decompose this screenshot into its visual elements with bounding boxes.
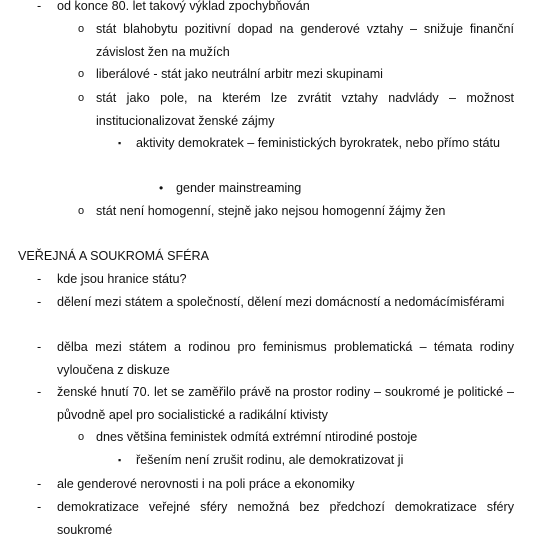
circle-bullet: o <box>78 431 85 443</box>
section-heading: VEŘEJNÁ A SOUKROMÁ SFÉRA <box>18 249 210 263</box>
list-item <box>78 200 514 223</box>
list-item <box>37 336 514 383</box>
list-item-text: liberálové - stát jako neutrální arbitr mezi skupinami <box>96 67 383 81</box>
dot-bullet: • <box>159 181 164 195</box>
circle-bullet: o <box>78 205 85 217</box>
list-item-text: dělení mezi státem a společností, dělení mezi domácností a nedomácímisférami <box>57 295 505 309</box>
list-item-text: řešením není zrušit rodinu, ale demokratizovat ji <box>136 453 404 467</box>
list-item <box>37 496 514 543</box>
list-item <box>37 0 514 18</box>
list-item-text: gender mainstreaming <box>176 181 302 195</box>
list-item-text: aktivity demokratek – feministických byrokratek, nebo přímo státu <box>136 136 500 150</box>
list-item <box>118 132 514 155</box>
list-item-text: od konce 80. let takový výklad zpochybňován <box>57 0 310 13</box>
list-item <box>78 426 514 449</box>
dash-bullet: - <box>37 385 42 399</box>
circle-bullet: o <box>78 68 85 80</box>
list-item-text: ženské hnutí 70. let se zaměřilo právě na prostor rodiny – soukromé je politické – původně apel pro socialistické a radikální ktivisty <box>57 385 514 423</box>
list-item <box>78 63 514 86</box>
list-item-text: dnes většina feministek odmítá extrémní ntirodiné postoje <box>96 430 418 444</box>
dash-bullet: - <box>37 477 42 491</box>
list-item <box>37 268 514 291</box>
circle-bullet: o <box>78 92 85 104</box>
list-item <box>37 473 514 496</box>
list-item-text: dělba mezi státem a rodinou pro feminismus problematická – témata rodiny vyloučena z diskuze <box>57 340 514 378</box>
dash-bullet: - <box>37 500 42 514</box>
dash-bullet: - <box>37 295 42 309</box>
dash-bullet: - <box>37 272 42 286</box>
list-item-text: demokratizace veřejné sféry nemožná bez předchozí demokratizace sféry soukromé <box>57 500 514 538</box>
list-item <box>78 18 514 65</box>
list-item-text: stát není homogenní, stejně jako nejsou homogenní žájmy žen <box>96 204 446 218</box>
list-item-text: stát blahobytu pozitivní dopad na genderové vztahy – snižuje finanční závislost žen na mužích <box>96 22 514 60</box>
square-bullet: ▪ <box>118 455 122 465</box>
list-item <box>37 381 514 428</box>
list-item <box>118 449 514 472</box>
list-item <box>159 177 514 200</box>
list-item <box>37 291 514 314</box>
list-item <box>78 87 514 134</box>
list-item-text: kde jsou hranice státu? <box>57 272 187 286</box>
square-bullet: ▪ <box>118 138 122 148</box>
circle-bullet: o <box>78 23 85 35</box>
list-item-text: stát jako pole, na kterém lze zvrátit vztahy nadvlády – možnost institucionalizovat ženské zájmy <box>96 91 514 129</box>
dash-bullet: - <box>37 0 42 13</box>
dash-bullet: - <box>37 340 42 354</box>
list-item-text: ale genderové nerovnosti i na poli práce a ekonomiky <box>57 477 355 491</box>
